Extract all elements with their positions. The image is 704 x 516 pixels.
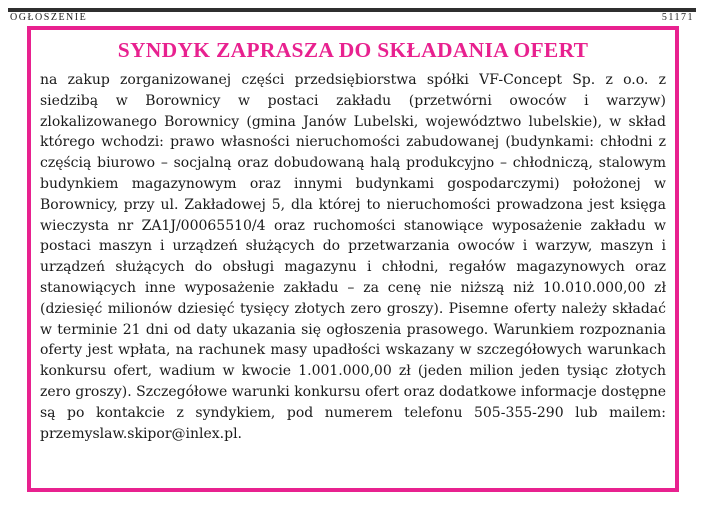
advertisement-body: na zakup zorganizowanej części przedsiębiorstwa spółki VF-Concept Sp. z o.o. z siedzibą w Borownicy w postaci zakładu (przetwórni owoców i warzyw) zlokalizowanego Borownicy (gmina Janów Lubelski, województwo lubelskie), w skład którego wchodzi: prawo własności nieruchomości zabudowanej (budynkami: chłodni z częścią biurowo – socjalną oraz dobudowaną halą produkcyjno – chłodniczą, stalowym budynkiem magazynowym oraz innymi budynkami gospodarczymi) położonej w Borownicy, przy ul. Zakładowej 5, dla której to nieruchomości prowadzona jest księga wieczysta nr ZA1J/00065510/4 oraz ruchomości stanowiące wyposażenie zakładu w postaci maszyn i urządzeń służących do przetwarzania owoców i warzyw, maszyn i urządzeń służących do obsługi magazynu i chłodni, regałów magazynowych oraz stanowiących inne wyposażenie zakładu – za cenę nie niższą niż 10.010.000,00 zł (dziesięć milionów dziesięć tysięcy złotych zero groszy). Pisemne oferty należy składać w terminie 21 dni od daty ukazania się ogłoszenia prasowego. Warunkiem rozpoznania oferty jest wpłata, na rachunek masy upadłości wskazany w szczegółowych warunkach konkursu ofert, wadium w kwocie 1.001.000,00 zł (jeden milion jeden tysiąc złotych zero groszy). Szczegółowe warunki konkursu ofert oraz dodatkowe informacje dostępne są po kontakcie z syndykiem, pod numerem telefonu 505-355-290 lub mailem: przemyslaw.skipor@inlex.pl. <box>40 72 666 442</box>
advertisement-frame <box>27 26 679 492</box>
ad-number: 51171 <box>661 12 694 23</box>
advertisement-title: SYNDYK ZAPRASZA DO SKŁADANIA OFERT <box>117 38 589 62</box>
section-label: OGŁOSZENIE <box>10 12 88 23</box>
section-header <box>8 12 696 24</box>
